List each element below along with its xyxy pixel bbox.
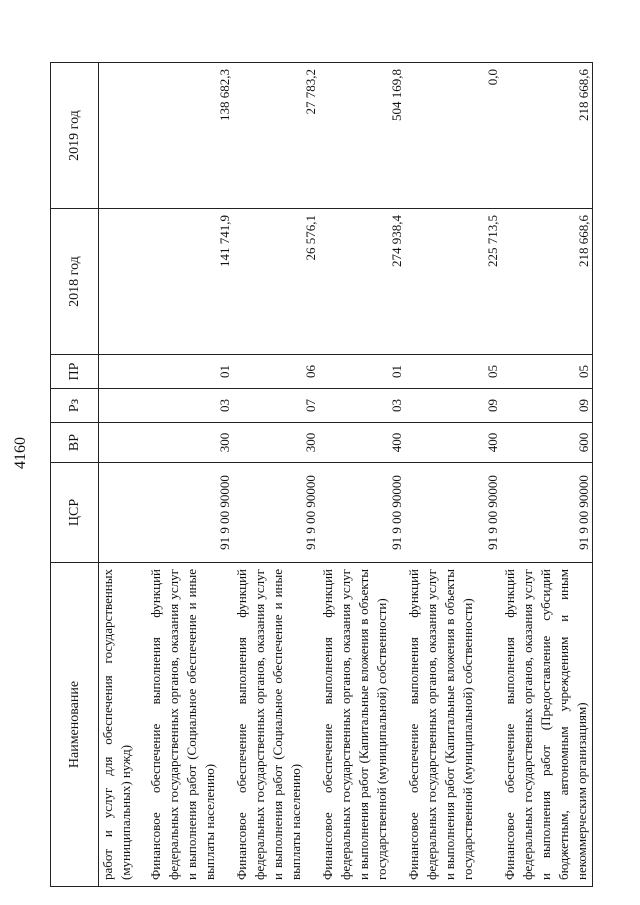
row-vr: 600	[501, 423, 593, 463]
row-vr	[99, 423, 147, 463]
row-pr: 01	[147, 355, 233, 389]
row-csr: 91 9 00 90000	[319, 463, 405, 563]
row-pr: 01	[319, 355, 405, 389]
row-vr: 400	[319, 423, 405, 463]
header-2019: 2019 год	[51, 63, 99, 209]
table-row	[501, 63, 593, 887]
row-vr: 400	[405, 423, 501, 463]
table-row	[147, 63, 233, 887]
rotated-page	[50, 63, 592, 887]
header-csr: ЦСР	[51, 463, 99, 563]
row-name: Финансовое обеспечение выполнения функций федеральных государственных органов, оказания услуг и выполнения работ (Предоставление субсидий бюджетным, автономным учреждениям и иным некоммерческим организациям)	[501, 563, 593, 887]
row-rz: 03	[319, 389, 405, 423]
row-pr	[99, 355, 147, 389]
header-rz: Рз	[51, 389, 99, 423]
table-row	[233, 63, 319, 887]
row-2018: 225 713,5	[405, 209, 501, 355]
row-name: Финансовое обеспечение выполнения функций федеральных государственных органов, оказания услуг и выполнения работ (Социальное обеспечение и иные выплаты населению)	[147, 563, 233, 887]
row-2019: 0,0	[405, 63, 501, 209]
row-2019: 504 169,8	[319, 63, 405, 209]
row-rz	[99, 389, 147, 423]
header-2018: 2018 год	[51, 209, 99, 355]
table-row	[405, 63, 501, 887]
row-rz: 09	[501, 389, 593, 423]
row-csr: 91 9 00 90000	[405, 463, 501, 563]
row-csr: 91 9 00 90000	[233, 463, 319, 563]
header-name: Наименование	[51, 563, 99, 887]
budget-table	[50, 62, 593, 887]
row-csr: 91 9 00 90000	[501, 463, 593, 563]
table-wrapper	[50, 63, 592, 887]
row-name: Финансовое обеспечение выполнения функций федеральных государственных органов, оказания услуг и выполнения работ (Капитальные вложения в объекты государственной (муниципальной) собственности)	[319, 563, 405, 887]
header-vr: ВР	[51, 423, 99, 463]
row-2019: 218 668,6	[501, 63, 593, 209]
row-2018	[99, 209, 147, 355]
table-header-row	[51, 63, 99, 887]
row-2018: 26 576,1	[233, 209, 319, 355]
row-csr: 91 9 00 90000	[147, 463, 233, 563]
row-rz: 03	[147, 389, 233, 423]
row-2019: 27 783,2	[233, 63, 319, 209]
row-name: Финансовое обеспечение выполнения функций федеральных государственных органов, оказания услуг и выполнения работ (Капитальные вложения в объекты государственной (муниципальной) собственности)	[405, 563, 501, 887]
row-vr: 300	[147, 423, 233, 463]
page-number: 4160	[12, 437, 29, 469]
row-2019	[99, 63, 147, 209]
row-name: работ и услуг для обеспечения государственных (муниципальных) нужд)	[99, 563, 147, 887]
table-row	[99, 63, 147, 887]
table-row	[319, 63, 405, 887]
row-pr: 05	[405, 355, 501, 389]
row-csr	[99, 463, 147, 563]
row-rz: 09	[405, 389, 501, 423]
row-rz: 07	[233, 389, 319, 423]
row-pr: 05	[501, 355, 593, 389]
row-2018: 218 668,6	[501, 209, 593, 355]
row-name: Финансовое обеспечение выполнения функций федеральных государственных органов, оказания услуг и выполнения работ (Социальное обеспечение и иные выплаты населению)	[233, 563, 319, 887]
row-2018: 141 741,9	[147, 209, 233, 355]
row-2018: 274 938,4	[319, 209, 405, 355]
row-pr: 06	[233, 355, 319, 389]
header-pr: ПР	[51, 355, 99, 389]
row-2019: 138 682,3	[147, 63, 233, 209]
row-vr: 300	[233, 423, 319, 463]
